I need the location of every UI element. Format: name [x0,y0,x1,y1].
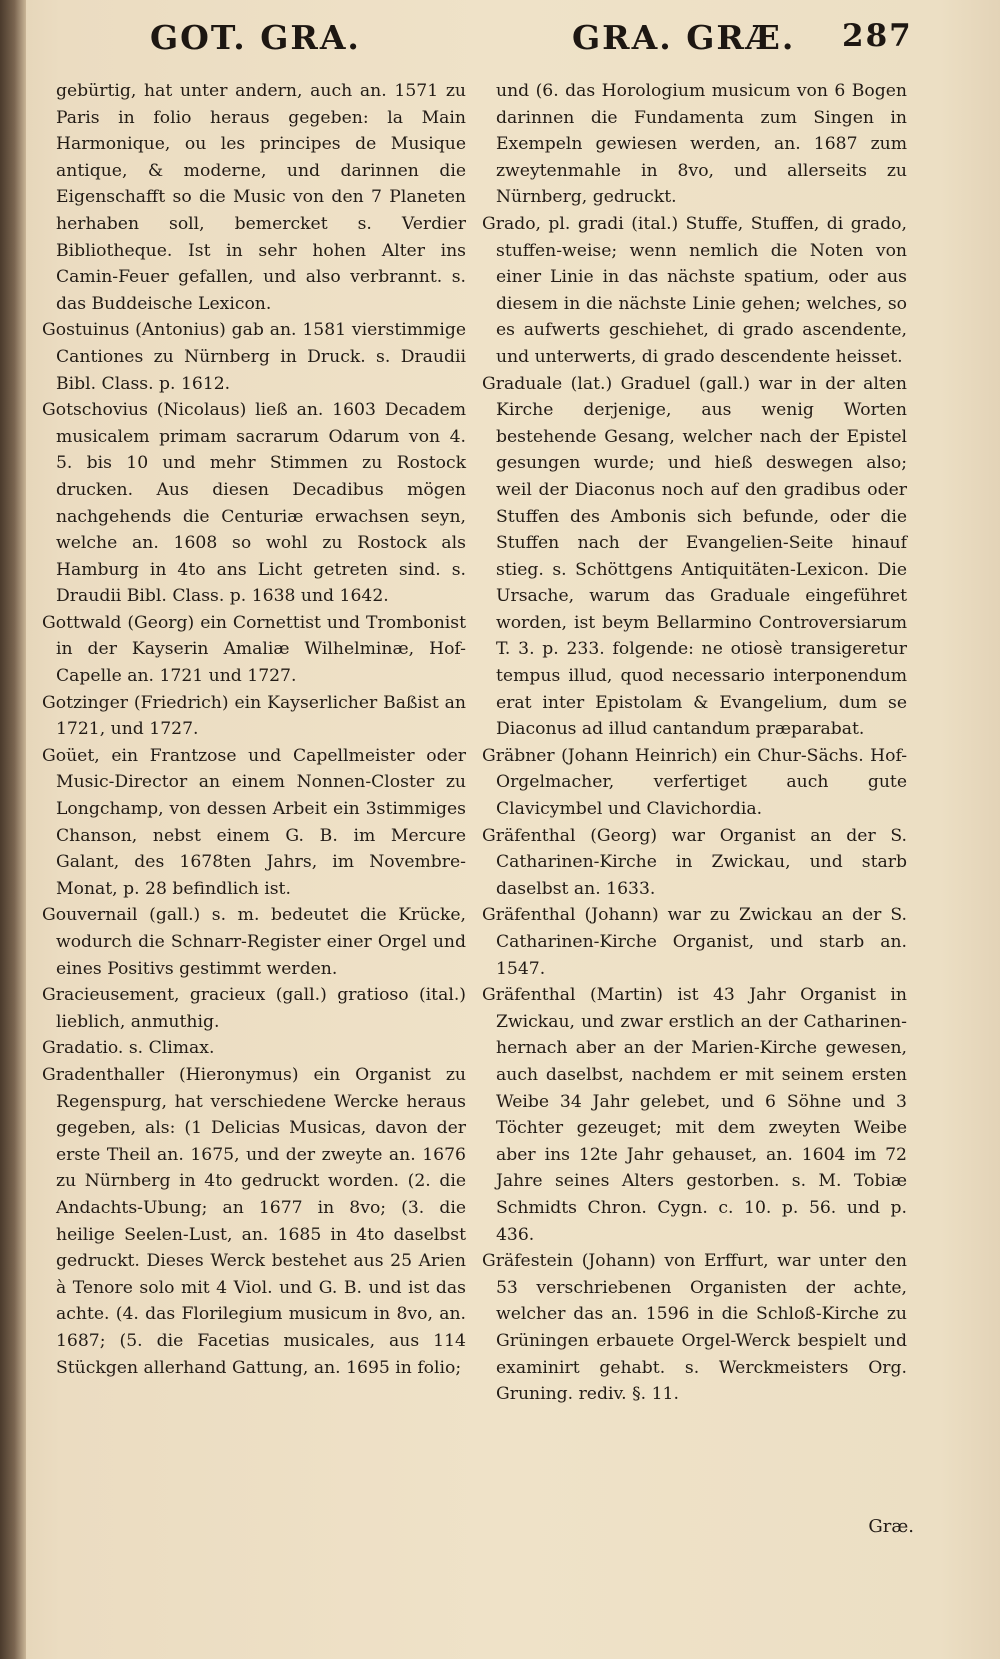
running-head-left: GOT. GRA. [150,18,361,57]
entry-continued-right: und (6. das Horologium musicum von 6 Bogen darinnen die Fundamenta zum Singen in Exempeln gewiesen werden, an. 1687 zum zweytenmahle in 8vo, und allerseits zu Nürnberg, gedruckt. [496,81,907,208]
entry-graefenthal-johann: Gräfenthal (Johann) war zu Zwickau an der S. Catharinen-Kirche Organist, und starb an. 1547. [482,905,907,979]
entry-gostuinus: Gostuinus (Antonius) gab an. 1581 vierstimmige Cantiones zu Nürnberg in Druck. s. Draudii Bibl. Class. p. 1612. [42,320,466,394]
right-column [482,78,907,1408]
left-column [42,78,466,1381]
entry-gracieusement: Gracieusement, gracieux (gall.) gratioso (ital.) lieblich, anmuthig. [42,985,466,1032]
entry-continued: gebürtig, hat unter andern, auch an. 1571 zu Paris in folio heraus gegeben: la Main Harmonique, ou les principes de Musique antique, & moderne, und darinnen die Eigenschafft so die Music von den 7 Planeten herhaben soll, bemercket s. Verdier Bibliotheque. Ist in sehr hohen Alter ins Camin-Feuer gefallen, und also verbrannt. s. das Buddeische Lexicon. [56,81,466,314]
entry-graduale: Graduale (lat.) Graduel (gall.) war in der alten Kirche derjenige, aus wenig Worten bestehende Gesang, welcher nach der Epistel gesungen wurde; und hieß deswegen also; weil der Diaconus noch auf den gradibus oder Stuffen des Ambonis sich befunde, oder die Stuffen nach der Evangelien-Seite hinauf stieg. s. Schöttgens Antiquitäten-Lexicon. Die Ursache, warum das Graduale eingeführet worden, ist beym Bellarmino Controversiarum T. 3. p. 233. folgende: ne otiosè transigeretur tempus illud, quod necessario interponendum erat inter Epistolam & Evangelium, dum se Diaconus ad illud cantandum præparabat. [482,373,907,740]
entry-gradenthaller: Gradenthaller (Hieronymus) ein Organist zu Regenspurg, hat verschiedene Wercke heraus gegeben, als: (1 Delicias Musicas, davon der erste Theil an. 1675, und der zweyte an. 1676 zu Nürnberg in 4to gedruckt worden. (2. die Andachts-Ubung; an 1677 in 8vo; (3. die heilige Seelen-Lust, an. 1685 in 4to daselbst gedruckt. Dieses Werck bestehet aus 25 Arien à Tenore solo mit 4 Viol. und G. B. und ist das achte. (4. das Florilegium musicum in 8vo, an. 1687; (5. die Facetias musicales, aus 114 Stückgen allerhand Gattung, an. 1695 in folio; [42,1064,466,1378]
entry-gottwald: Gottwald (Georg) ein Cornettist und Trombonist in der Kayserin Amaliæ Wilhelminæ, Hof-Capelle an. 1721 und 1727. [42,612,466,687]
entry-gradatio: Gradatio. s. Climax. [42,1038,215,1059]
entry-graebner: Gräbner (Johann Heinrich) ein Chur-Sächs. Hof-Orgelmacher, verfertiget auch gute Clavicymbel und Clavichordia. [482,745,907,820]
entry-gotschovius: Gotschovius (Nicolaus) ließ an. 1603 Decadem musicalem primam sacrarum Odarum von 4. 5. bis 10 und mehr Stimmen zu Rostock drucken. Aus diesen Decadibus mögen nachgehends die Centuriæ erwachsen seyn, welche an. 1608 so wohl zu Rostock als Hamburg in 4to ans Licht getreten sind. s. Draudii Bibl. Class. p. 1638 und 1642. [42,400,466,607]
entry-graefestein: Gräfestein (Johann) von Erffurt, war unter den 53 verschriebenen Organisten der achte, welcher das an. 1596 in die Schloß-Kirche zu Grüningen erbauete Orgel-Werck bespielt und examinirt gehabt. s. Werckmeisters Org. Gruning. rediv. §. 11. [482,1251,907,1405]
catchword: Græ. [868,1516,914,1537]
running-head-right: GRA. GRÆ. [572,18,796,57]
entry-grado: Grado, pl. gradi (ital.) Stuffe, Stuffen, di grado, stuffen-weise; wenn nemlich die Noten von einer Linie in das nächste spatium, oder aus diesem in die nächste Linie gehen; welches, so es aufwerts geschiehet, di grado ascendente, und unterwerts, di grado descendente heisset. [482,213,907,367]
entry-graefenthal-georg: Gräfenthal (Georg) war Organist an der S. Catharinen-Kirche in Zwickau, und starb daselbst an. 1633. [482,825,907,899]
book-spine-shadow [0,0,26,1659]
entry-gouet: Goüet, ein Frantzose und Capellmeister oder Music-Director an einem Nonnen-Closter zu Longchamp, von dessen Arbeit ein 3stimmiges Chanson, nebst einem G. B. im Mercure Galant, des 1678ten Jahrs, im Novembre-Monat, p. 28 befindlich ist. [42,745,466,899]
entry-gouvernail: Gouvernail (gall.) s. m. bedeutet die Krücke, wodurch die Schnarr-Register einer Orgel und eines Positivs gestimmt werden. [42,905,466,979]
entry-gotzinger: Gotzinger (Friedrich) ein Kayserlicher Baßist an 1721, und 1727. [42,692,466,740]
entry-graefenthal-martin: Gräfenthal (Martin) ist 43 Jahr Organist in Zwickau, und zwar erstlich an der Catharinen-hernach aber an der Marien-Kirche gewesen, auch daselbst, nachdem er mit seinem ersten Weibe 34 Jahr gelebet, und 6 Söhne und 3 Töchter gezeuget; mit dem zweyten Weibe aber ins 12te Jahr gehauset, an. 1604 im 72 Jahre seines Alters gestorben. s. M. Tobiæ Schmidts Chron. Cygn. c. 10. p. 56. und p. 436. [482,985,907,1245]
page-number: 287 [842,18,913,54]
